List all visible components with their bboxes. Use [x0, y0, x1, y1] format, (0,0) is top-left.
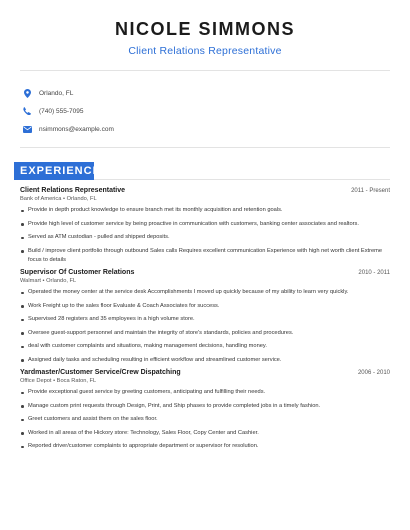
- job-title: Client Relations Representative: [20, 187, 126, 194]
- job-dates: 2011 - Present: [351, 188, 390, 194]
- divider: [20, 147, 390, 148]
- list-item: Served as ATM custodian - pulled and shipped deposits.: [20, 233, 390, 242]
- divider: [94, 179, 390, 180]
- contact-list: [22, 84, 114, 138]
- list-item: deal with customer complaints and situations, making management decisions, handling money.: [20, 342, 390, 351]
- contact-location: [22, 84, 114, 102]
- list-item: Operated the money center at the service desk Accomplishments I moved up quickly because of my ability to learn very quickly.: [20, 288, 390, 297]
- contact-phone: [22, 102, 114, 120]
- candidate-title: Client Relations Representative: [128, 45, 282, 57]
- map-pin-icon: [22, 88, 32, 98]
- list-item: Oversee guest-support personnel and maintain the integrity of store's standards, policies and procedures.: [20, 329, 390, 338]
- job-dates: 2006 - 2010: [357, 370, 390, 376]
- location-text: Orlando, FL: [39, 89, 74, 97]
- job-dates: 2010 - 2011: [358, 270, 390, 276]
- list-item: Build / improve client portfolio through outbound Sales calls Requires excellent communication Experience with high net worth client Extreme focus to details: [20, 247, 390, 265]
- envelope-icon: [22, 124, 32, 134]
- job-location: Boca Raton, FL: [56, 378, 97, 384]
- divider: [20, 70, 390, 71]
- list-item: Work Freight up to the sales floor Evaluate & Coach Associates for success.: [20, 302, 390, 311]
- job-entry: [20, 187, 390, 265]
- phone-text: (740) 555-7095: [39, 107, 84, 115]
- list-item: Supervised 28 registers and 35 employees in a high volume store.: [20, 315, 390, 324]
- job-entry: [20, 369, 390, 451]
- job-bullets: [20, 388, 390, 451]
- list-item: Provide high level of customer service by being proactive in communication with customers, banking center associates and realtors.: [20, 220, 390, 229]
- job-title: Supervisor Of Customer Relations: [20, 269, 135, 276]
- job-employer: Office Depot • Boca Raton, FL: [20, 378, 97, 384]
- job-location: Orlando, FL: [46, 278, 77, 284]
- experience-list: [20, 187, 390, 456]
- job-bullets: [20, 206, 390, 265]
- list-item: Greet customers and assist them on the sales floor.: [20, 415, 390, 424]
- phone-icon: [22, 106, 32, 116]
- job-entry: [20, 269, 390, 365]
- job-bullets: [20, 288, 390, 365]
- job-location: Orlando, FL: [66, 196, 97, 202]
- experience-heading: [14, 162, 101, 180]
- resume-header: [0, 0, 410, 57]
- email-text[interactable]: nsimmons@example.com: [39, 125, 114, 133]
- experience-heading-label: EXPERIENCE: [20, 165, 101, 177]
- list-item: Reported driver/customer complaints to appropriate department or supervisor for resolution.: [20, 442, 390, 451]
- list-item: Provide in depth product knowledge to ensure branch met its monthly acquisition and retention goals.: [20, 206, 390, 215]
- list-item: Assigned daily tasks and scheduling resulting in efficient workflow and streamlined customer service.: [20, 356, 390, 365]
- contact-email: [22, 120, 114, 138]
- candidate-name: NICOLE SIMMONS: [114, 19, 295, 39]
- job-company: Walmart: [20, 278, 41, 284]
- list-item: Provide exceptional guest service by greeting customers, anticipating and fulfilling their needs.: [20, 388, 390, 397]
- list-item: Manage custom print requests through Design, Print, and Ship phases to provide completed jobs in a timely fashion.: [20, 402, 390, 411]
- job-employer: Walmart • Orlando, FL: [20, 278, 77, 284]
- job-title: Yardmaster/Customer Service/Crew Dispatching: [20, 369, 181, 376]
- job-company: Bank of America: [20, 196, 62, 202]
- job-company: Office Depot: [20, 378, 52, 384]
- job-employer: Bank of America • Orlando, FL: [20, 196, 97, 202]
- list-item: Worked in all areas of the Hickory store: Technology, Sales Floor, Copy Center and Cashier.: [20, 429, 390, 438]
